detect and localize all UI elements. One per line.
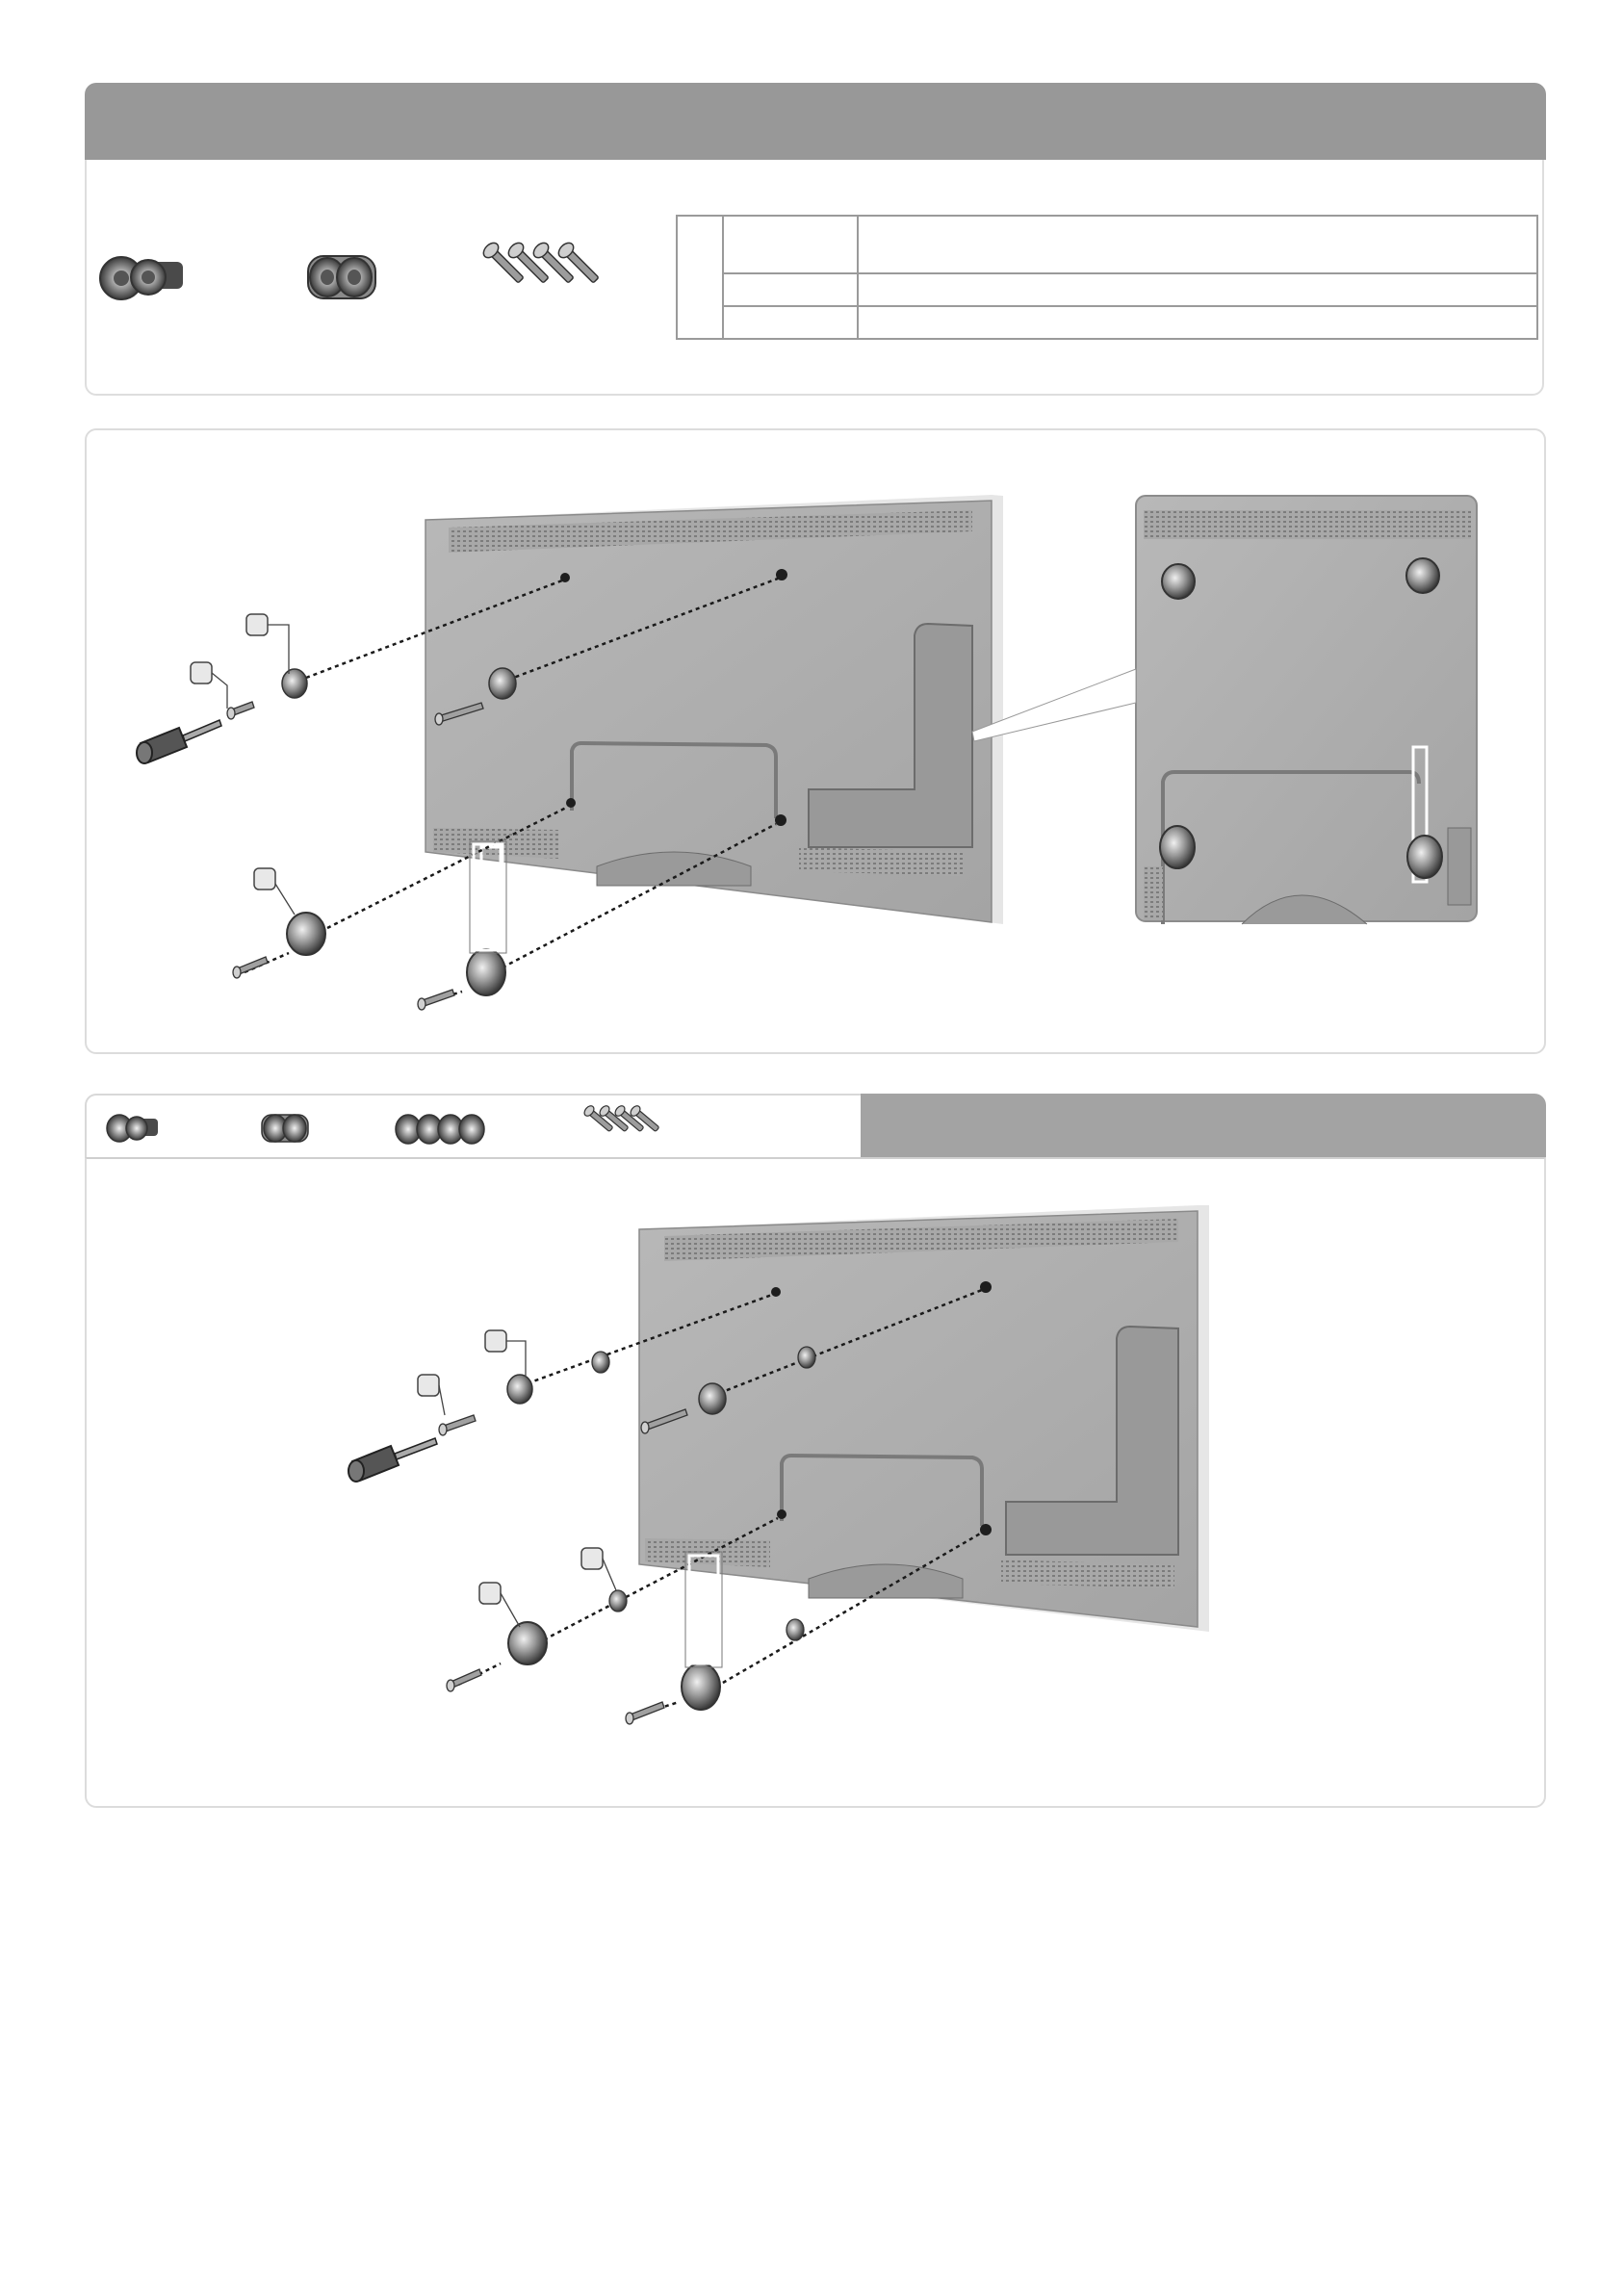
screw-set-icon <box>583 1107 670 1148</box>
section3-header <box>861 1094 1546 1157</box>
spacer-double-icon <box>260 1111 312 1146</box>
screwdriver-icon <box>137 720 221 763</box>
washer-set-icon <box>395 1113 491 1146</box>
spacer-pair-icon <box>104 1113 162 1144</box>
section3-body <box>85 1157 1546 1808</box>
